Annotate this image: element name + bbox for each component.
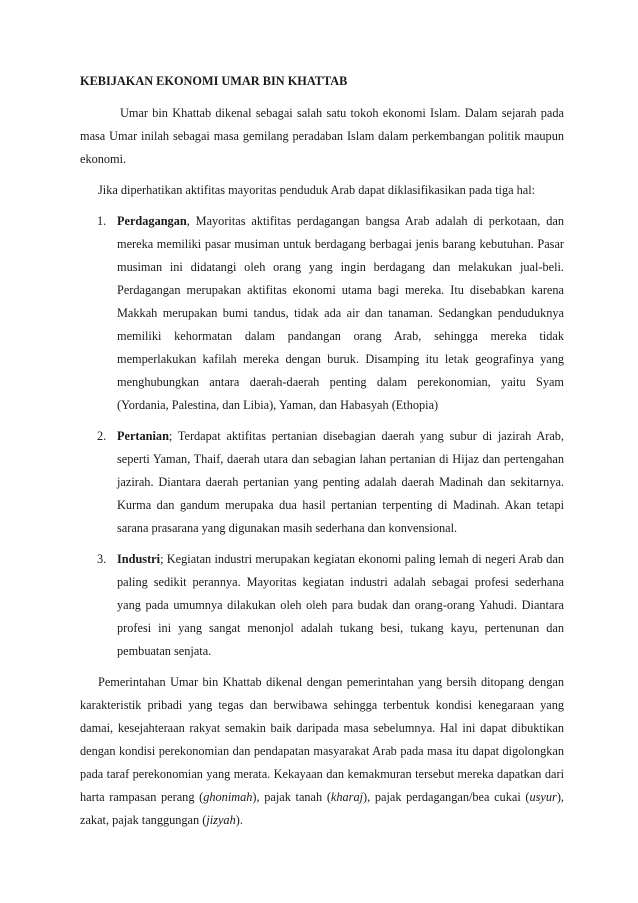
list-item-body: [117, 210, 564, 417]
closing-text-segment: Pemerintahan Umar bin Khattab dikenal dengan pemerintahan yang bersih ditopang dengan karakteristik pribadi yang tegas dan berwibawa sehingga terbentuk kondisi kenegaraan yang damai, kesejahteraan rakyat semakin baik daripada masa sebelumnya. Hal ini dapat dibuktikan dengan kondisi perekonomian dan pendapatan masyarakat Arab pada masa itu dapat digolongkan pada taraf perekonomian yang merata. Kekayaan dan kemakmuran tersebut mereka dapatkan dari harta rampasan perang (: [80, 675, 564, 804]
term-jizyah: jizyah: [206, 813, 236, 827]
list-item-term: Industri: [117, 552, 161, 566]
term-ghonimah: ghonimah: [203, 790, 253, 804]
closing-text-segment: ).: [235, 813, 243, 827]
list-item-body: [117, 548, 564, 663]
closing-paragraph: [80, 671, 564, 832]
list-item-perdagangan: [80, 210, 564, 417]
list-item-number: 3.: [97, 552, 107, 566]
list-item-term: Pertanian: [117, 429, 169, 443]
list-item-text: , Mayoritas aktifitas perdagangan bangsa Arab adalah di perkotaan, dan mereka memiliki pasar musiman untuk berdagang berbagai jenis barang kebutuhan. Pasar musiman ini didatangi oleh orang yang ingin berdagang dan melakukan jual-beli. Perdagangan merupakan aktifitas ekonomi utama bagi mereka. Itu disebabkan karena Makkah merupakan bumi tandus, tidak ada air dan tanaman. Sedangkan penduduknya memiliki kehormatan dalam pandangan orang Arab, sehingga mereka tidak memperlakukan kafilah mereka dengan buruk. Disamping itu letak geografinya yang menghubungkan antara daerah-daerah penting dalam perekonomian, yaitu Syam (Yordania, Palestina, dan Libia), Yaman, dan Habasyah (Ethopia): [117, 214, 564, 412]
term-kharaj: kharaj: [330, 790, 364, 804]
closing-text-segment: ), zakat, pajak tanggungan (: [80, 790, 564, 827]
opening-paragraph: Umar bin Khattab dikenal sebagai salah satu tokoh ekonomi Islam. Dalam sejarah pada masa Umar inilah sebagai masa gemilang peradaban Islam dalam perkembangan politik maupun ekonomi.: [80, 106, 564, 166]
list-item-body: [117, 425, 564, 540]
closing-text-segment: ), pajak perdagangan/bea cukai (: [363, 790, 530, 804]
list-item-number: 2.: [97, 429, 107, 443]
term-usyur: usyur: [529, 790, 557, 804]
list-item-text: ; Kegiatan industri merupakan kegiatan ekonomi paling lemah di negeri Arab dan paling sedikit perannya. Mayoritas kegiatan industri adalah sebagai profesi sederhana yang pada umumnya dilakukan oleh oleh para budak dan orang-orang Yahudi. Diantara profesi ini yang sangat menonjol adalah tukang besi, tukang kayu, pertenunan dan pembuatan senjata.: [117, 552, 564, 658]
list-item-text: ; Terdapat aktifitas pertanian disebagian daerah yang subur di jazirah Arab, seperti Yaman, Thaif, daerah utara dan sebagian lahan pertanian di Hijaz dan pertengahan jazirah. Diantara daerah pertanian yang penting adalah daerah Madinah dan sekitarnya. Kurma dan gandum merupaka dua hasil pertanian terpenting di Madinah. Akan tetapi sarana prasarana yang digunakan masih sederhana dan konvensional.: [117, 429, 564, 535]
list-item-industri: [80, 548, 564, 663]
list-intro: Jika diperhatikan aktifitas mayoritas penduduk Arab dapat diklasifikasikan pada tiga hal:: [98, 183, 536, 197]
activity-list: [80, 210, 564, 663]
document-title: KEBIJAKAN EKONOMI UMAR BIN KHATTAB: [80, 74, 348, 88]
closing-text-segment: ), pajak tanah (: [252, 790, 331, 804]
list-item-pertanian: [80, 425, 564, 540]
list-item-term: Perdagangan: [117, 214, 187, 228]
document-page: [80, 70, 564, 840]
list-item-number: 1.: [97, 214, 107, 228]
